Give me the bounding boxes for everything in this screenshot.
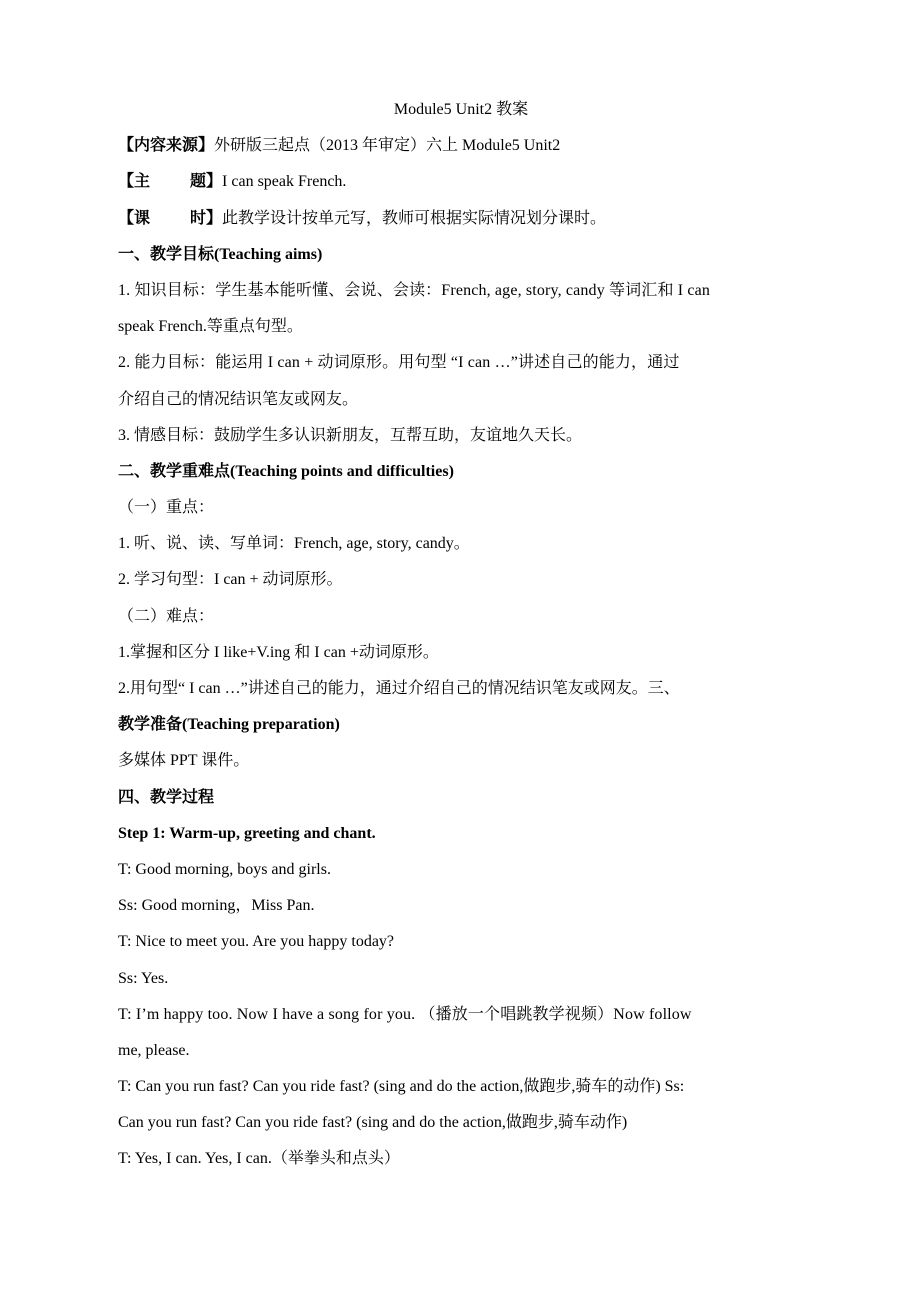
- section-heading-process: 四、教学过程: [118, 788, 215, 806]
- preparation-body: 多媒体 PPT 课件。: [118, 752, 250, 770]
- dialogue-line: T: Yes, I can. Yes, I can.（举拳头和点头）: [118, 1150, 400, 1168]
- meta-period: [118, 201, 804, 237]
- difficulties-label: （二）难点：: [118, 607, 215, 625]
- difficulty-1: 1.掌握和区分 I like+V.ing 和 I can +动词原形。: [118, 643, 439, 661]
- topic-value: I can speak French.: [222, 173, 347, 191]
- dialogue-line: T: I’m happy too. Now I have a song for you. （播放一个唱跳教学视频）Now follow: [118, 1005, 692, 1023]
- section-heading-aims: 一、教学目标(Teaching aims): [118, 245, 323, 263]
- dialogue-line: Can you run fast? Can you ride fast? (sing and do the action,做跑步,骑车动作): [118, 1114, 628, 1132]
- source-label: 【内容来源】: [118, 137, 215, 155]
- aims-item-2-line-2: 介绍自己的情况结识笔友或网友。: [118, 390, 359, 408]
- dialogue-line: me, please.: [118, 1041, 190, 1059]
- section-heading-points: 二、教学重难点(Teaching points and difficulties): [118, 462, 454, 480]
- meta-topic: [118, 164, 804, 200]
- key-points-label: （一）重点：: [118, 499, 215, 517]
- aims-item-1-line-1: 1. 知识目标：学生基本能听懂、会说、会读：French, age, story, candy 等词汇和 I can: [118, 281, 711, 299]
- step-1-heading: Step 1: Warm-up, greeting and chant.: [118, 824, 376, 842]
- aims-item-3: 3. 情感目标：鼓励学生多认识新朋友，互帮互助，友谊地久天长。: [118, 426, 583, 444]
- section-heading-preparation: 教学准备(Teaching preparation): [118, 716, 340, 734]
- document-page: [118, 92, 804, 1178]
- dialogue-line: T: Good morning, boys and girls.: [118, 860, 331, 878]
- page-title: Module5 Unit2 教案: [393, 101, 529, 118]
- key-point-1: 1. 听、说、读、写单词：French, age, story, candy。: [118, 535, 470, 553]
- dialogue-line: Ss: Yes.: [118, 969, 169, 987]
- period-value: 此教学设计按单元写，教师可根据实际情况划分课时。: [222, 209, 607, 227]
- aims-item-2-line-1: 2. 能力目标：能运用 I can + 动词原形。用句型 “I can …”讲述自己的能力，通过: [118, 354, 680, 372]
- dialogue-line: T: Can you run fast? Can you ride fast? (sing and do the action,做跑步,骑车的动作) Ss:: [118, 1078, 685, 1096]
- dialogue-line: T: Nice to meet you. Are you happy today?: [118, 933, 395, 951]
- meta-source: [118, 128, 804, 164]
- difficulty-2: 2.用句型“ I can …”讲述自己的能力，通过介绍自己的情况结识笔友或网友。三、: [118, 680, 680, 697]
- topic-label-b: 题】: [190, 173, 223, 191]
- topic-label-a: 【主: [118, 173, 151, 191]
- period-label-b: 时】: [190, 209, 223, 227]
- key-point-2: 2. 学习句型：I can + 动词原形。: [118, 571, 343, 589]
- source-value: 外研版三起点（2013 年审定）六上 Module5 Unit2: [214, 137, 561, 155]
- dialogue-line: Ss: Good morning，Miss Pan.: [118, 897, 315, 915]
- period-label-a: 【课: [118, 209, 151, 227]
- aims-item-1-line-2: speak French.等重点句型。: [118, 318, 303, 336]
